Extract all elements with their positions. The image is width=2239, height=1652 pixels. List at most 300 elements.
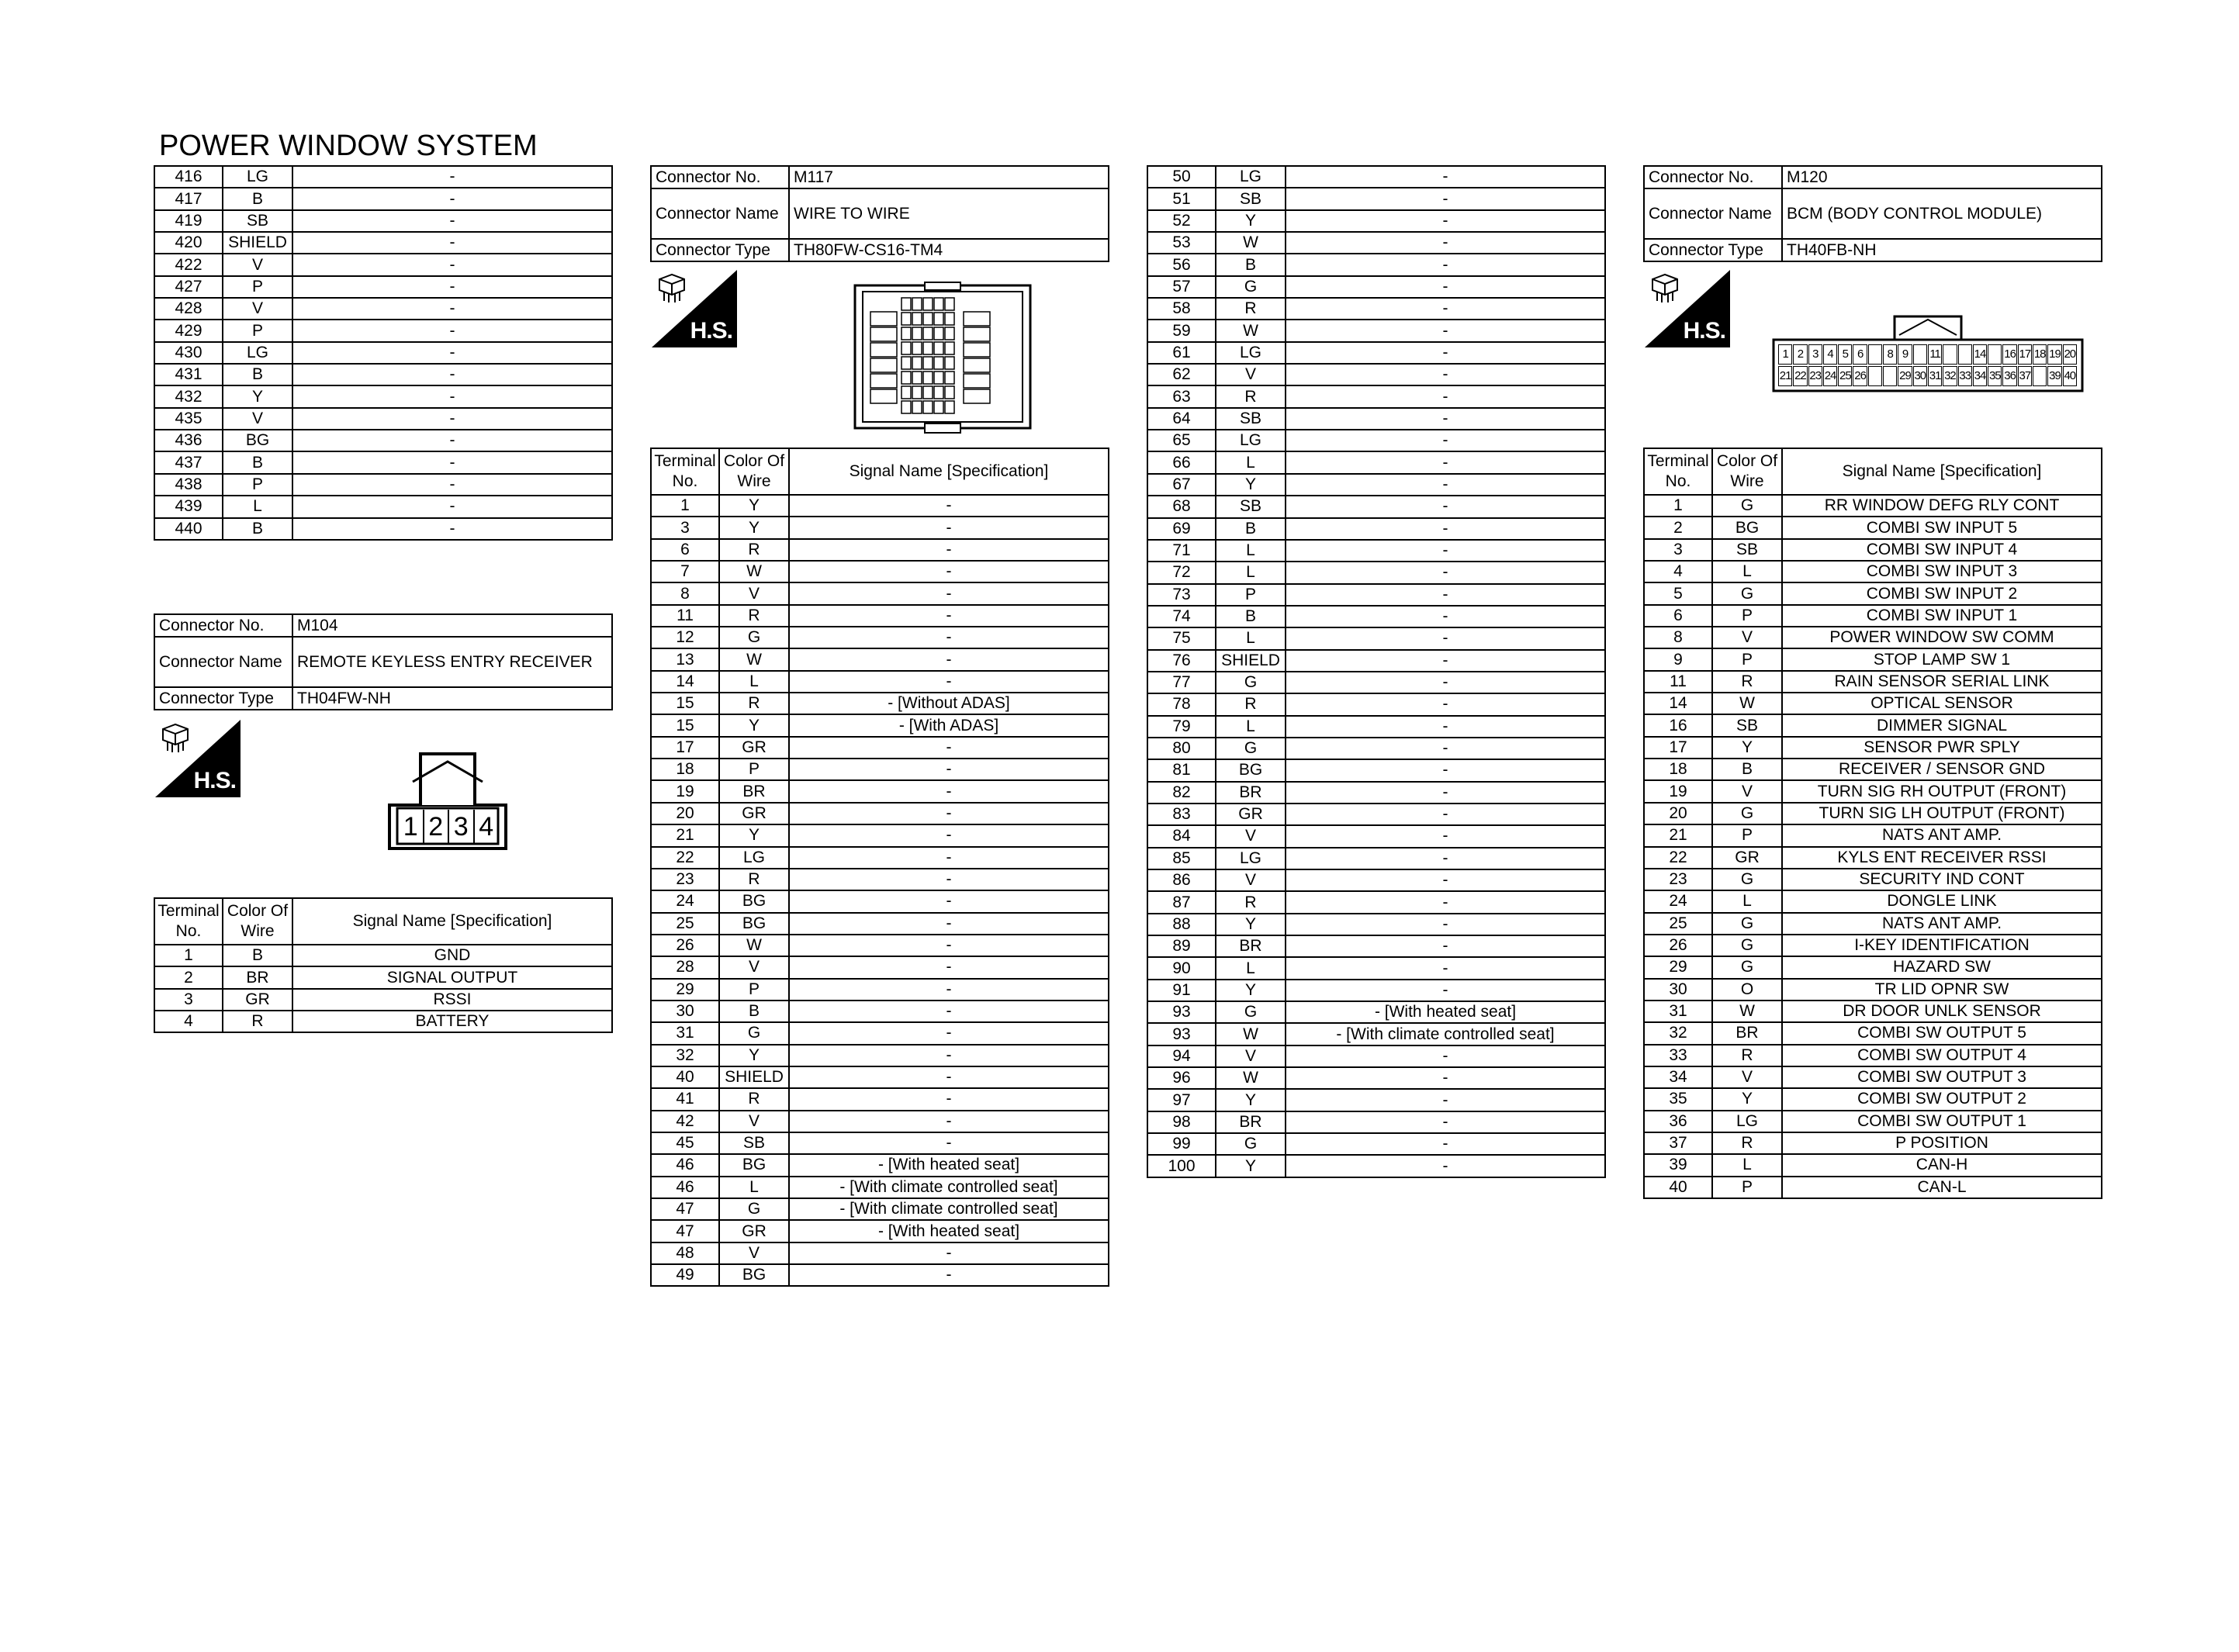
table-row: [1644, 935, 2102, 956]
m117-cavity: [901, 327, 911, 340]
signal-name-cell: -: [1286, 342, 1605, 364]
table-row: [1147, 650, 1605, 672]
m117-terminal-table: [650, 448, 1109, 1287]
table-row: [651, 1177, 1109, 1198]
table-row: [651, 1066, 1109, 1088]
signal-name-cell: -: [1286, 1111, 1605, 1133]
m120-pin: 36: [2002, 366, 2016, 386]
signal-name-cell: -: [789, 847, 1109, 869]
terminal-no-cell: 20: [651, 803, 719, 824]
m120-pin: [1943, 344, 1957, 365]
m120-pin: 14: [1973, 344, 1987, 365]
signal-name-cell: DONGLE LINK: [1782, 890, 2102, 912]
signal-name-cell: -: [789, 1066, 1109, 1088]
table-row: [651, 1045, 1109, 1066]
harness-connector-icon: [656, 273, 694, 304]
m120-pin: [1958, 344, 1972, 365]
table-row: [651, 582, 1109, 604]
m117-cavity: [945, 298, 954, 310]
wire-color-cell: R: [719, 605, 789, 627]
signal-name-cell: -: [1286, 1067, 1605, 1089]
terminal-no-cell: 61: [1147, 342, 1216, 364]
signal-name-header: Signal Name [Specification]: [789, 448, 1109, 495]
wire-color-cell: SHIELD: [223, 232, 292, 254]
signal-name-cell: -: [1286, 848, 1605, 869]
table-row: [1147, 474, 1605, 496]
signal-name-cell: -: [789, 913, 1109, 935]
table-row: [1644, 890, 2102, 912]
terminal-no-cell: 47: [651, 1220, 719, 1242]
signal-name-cell: -: [789, 869, 1109, 890]
page-title: POWER WINDOW SYSTEM: [159, 130, 538, 162]
wire-color-cell: Y: [719, 1045, 789, 1066]
m117-connector-name-label: Connector Name: [651, 188, 789, 239]
m117-cavity: [964, 374, 990, 388]
signal-name-cell: -: [1286, 650, 1605, 672]
signal-name-cell: -: [292, 188, 612, 209]
m104-terminal-rows: [154, 945, 612, 1032]
signal-name-cell: -: [292, 364, 612, 385]
wire-color-cell: L: [1216, 540, 1286, 562]
terminal-no-cell: 80: [1147, 738, 1216, 759]
m120-pin: 18: [2033, 344, 2047, 365]
signal-name-header: Signal Name [Specification]: [292, 898, 612, 945]
table-row: [1147, 782, 1605, 804]
terminal-no-cell: 56: [1147, 254, 1216, 275]
terminal-no-cell: 40: [651, 1066, 719, 1088]
terminal-no-cell: 25: [651, 913, 719, 935]
m117-cavity: [923, 313, 933, 325]
wire-color-cell: Y: [719, 495, 789, 517]
signal-name-cell: TURN SIG RH OUTPUT (FRONT): [1782, 780, 2102, 802]
m117-cavity: [901, 372, 911, 384]
table-row: [1644, 582, 2102, 604]
terminal-no-cell: 21: [651, 824, 719, 846]
m104-connector-name-label: Connector Name: [154, 637, 292, 687]
signal-name-cell: COMBI SW OUTPUT 1: [1782, 1111, 2102, 1132]
wire-color-cell: SB: [1712, 714, 1782, 736]
wire-color-cell: G: [719, 627, 789, 648]
wire-color-cell: GR: [223, 989, 292, 1011]
wire-color-cell: G: [719, 1022, 789, 1044]
terminal-no-cell: 96: [1147, 1067, 1216, 1089]
signal-name-header: Signal Name [Specification]: [1782, 448, 2102, 495]
table-row: [1147, 848, 1605, 869]
m104-connector-type-value: TH04FW-NH: [292, 687, 612, 710]
wire-color-cell: BR: [1712, 1022, 1782, 1044]
terminal-no-cell: 100: [1147, 1155, 1216, 1177]
signal-name-cell: -: [789, 539, 1109, 561]
signal-name-cell: -: [1286, 562, 1605, 583]
terminal-no-cell: 32: [1644, 1022, 1712, 1044]
terminal-no-cell: 11: [651, 605, 719, 627]
terminal-no-cell: 69: [1147, 518, 1216, 540]
m104-connector-face: [388, 751, 507, 854]
wire-color-cell: P: [1712, 605, 1782, 627]
table-row: [1147, 298, 1605, 320]
signal-name-cell: -: [292, 210, 612, 232]
signal-name-cell: -: [789, 979, 1109, 1001]
m117-cavity: [912, 298, 922, 310]
m117-cavity: [945, 342, 954, 354]
table-row: [1644, 1132, 2102, 1154]
signal-name-cell: -: [789, 582, 1109, 604]
m117-cavity: [870, 374, 897, 388]
terminal-no-cell: 5: [1644, 582, 1712, 604]
m120-pin: 5: [1838, 344, 1852, 365]
wire-color-cell: G: [1216, 672, 1286, 693]
m117-cavity: [870, 343, 897, 357]
wire-color-cell: B: [1216, 254, 1286, 275]
wire-color-cell: BG: [719, 1154, 789, 1176]
signal-name-cell: -: [1286, 1089, 1605, 1111]
terminal-no-cell: 29: [1644, 956, 1712, 978]
wire-color-cell: V: [1216, 1045, 1286, 1067]
wire-color-cell: BR: [1216, 1111, 1286, 1133]
wire-color-cell: Y: [1712, 737, 1782, 759]
m120-pin: 34: [1973, 366, 1987, 386]
signal-name-cell: -: [1286, 474, 1605, 496]
table-row: [1147, 1023, 1605, 1045]
m117-cavity: [945, 386, 954, 399]
terminal-no-cell: 81: [1147, 759, 1216, 781]
terminal-no-cell: 14: [651, 671, 719, 693]
terminal-no-cell: 51: [1147, 188, 1216, 209]
wire-color-cell: Y: [1216, 980, 1286, 1001]
signal-name-cell: -: [1286, 540, 1605, 562]
terminal-no-cell: 90: [1147, 957, 1216, 979]
wire-color-cell: BR: [1216, 935, 1286, 957]
signal-name-cell: -: [1286, 914, 1605, 935]
signal-name-cell: COMBI SW INPUT 5: [1782, 517, 2102, 538]
table-row: [154, 474, 612, 496]
signal-name-cell: -: [1286, 606, 1605, 627]
terminal-no-cell: 72: [1147, 562, 1216, 583]
terminal-no-cell: 67: [1147, 474, 1216, 496]
signal-name-cell: COMBI SW INPUT 3: [1782, 561, 2102, 582]
terminal-no-cell: 24: [1644, 890, 1712, 912]
terminal-no-cell: 2: [1644, 517, 1712, 538]
m120-pin-row-bottom: [1778, 366, 2078, 386]
table-row: [651, 495, 1109, 517]
terminal-no-cell: 23: [1644, 869, 1712, 890]
wire-color-cell: B: [223, 518, 292, 540]
wire-color-cell: B: [719, 1001, 789, 1022]
table-row: [1147, 320, 1605, 341]
wire-color-cell: G: [1712, 495, 1782, 517]
table-row: [651, 759, 1109, 780]
terminal-no-cell: 16: [1644, 714, 1712, 736]
table-row: [1644, 979, 2102, 1001]
table-row: [1644, 1001, 2102, 1022]
signal-name-cell: -: [789, 780, 1109, 802]
m117-cavity: [945, 372, 954, 384]
signal-name-cell: - [With climate controlled seat]: [789, 1198, 1109, 1220]
wire-color-cell: P: [223, 474, 292, 496]
m117-cavity: [923, 342, 933, 354]
signal-name-cell: -: [1286, 891, 1605, 913]
terminal-no-cell: 440: [154, 518, 223, 540]
signal-name-cell: -: [292, 342, 612, 364]
wire-color-cell: L: [1712, 561, 1782, 582]
terminal-no-cell: 420: [154, 232, 223, 254]
m120-pin: 4: [1823, 344, 1837, 365]
terminal-no-cell: 48: [651, 1242, 719, 1264]
m120-info-table: [1643, 165, 2102, 262]
table-row: [154, 518, 612, 540]
terminal-no-cell: 93: [1147, 1001, 1216, 1023]
terminal-no-cell: 37: [1644, 1132, 1712, 1154]
terminal-no-cell: 431: [154, 364, 223, 385]
signal-name-cell: -: [1286, 1155, 1605, 1177]
table-row: [154, 166, 612, 188]
wire-color-cell: L: [1216, 957, 1286, 979]
terminal-no-cell: 15: [651, 714, 719, 736]
wire-color-cell: V: [223, 254, 292, 275]
terminal-no-cell: 23: [651, 869, 719, 890]
terminal-no-header: Terminal No.: [1644, 448, 1712, 495]
wire-color-cell: R: [1712, 671, 1782, 693]
m120-pin: 3: [1808, 344, 1822, 365]
terminal-no-cell: 28: [651, 956, 719, 978]
m117-connector-no-value: M117: [789, 166, 1109, 188]
continued-terminal-block: [154, 165, 613, 541]
wire-color-cell: L: [223, 496, 292, 517]
table-row: [1147, 540, 1605, 562]
terminal-no-cell: 93: [1147, 1023, 1216, 1045]
wire-color-cell: B: [1712, 759, 1782, 780]
m120-connector-name-label: Connector Name: [1644, 188, 1782, 239]
wire-color-cell: P: [223, 320, 292, 341]
signal-name-cell: TURN SIG LH OUTPUT (FRONT): [1782, 803, 2102, 824]
terminal-no-cell: 97: [1147, 1089, 1216, 1111]
m120-pin: [1868, 366, 1882, 386]
m120-pin: [1988, 344, 2002, 365]
wire-color-cell: L: [1712, 890, 1782, 912]
signal-name-cell: -: [789, 1132, 1109, 1154]
terminal-no-cell: 64: [1147, 408, 1216, 430]
wire-color-cell: V: [223, 408, 292, 430]
m120-pin: [1868, 344, 1882, 365]
terminal-no-cell: 46: [651, 1154, 719, 1176]
wire-color-cell: L: [1216, 716, 1286, 738]
terminal-no-cell: 78: [1147, 693, 1216, 715]
table-row: [154, 408, 612, 430]
wire-color-cell: W: [1216, 232, 1286, 254]
terminal-no-cell: 13: [651, 648, 719, 670]
m120-pin: 6: [1853, 344, 1867, 365]
table-row: [1644, 627, 2102, 648]
m120-pin: 8: [1883, 344, 1897, 365]
m120-pin: 11: [1928, 344, 1942, 365]
terminal-no-cell: 42: [651, 1111, 719, 1132]
wire-color-cell: BR: [223, 966, 292, 988]
signal-name-cell: - [With climate controlled seat]: [789, 1177, 1109, 1198]
continued-terminal-rows: [154, 166, 612, 540]
table-row: [1644, 1045, 2102, 1066]
m120-info-block: [1643, 165, 2102, 262]
signal-name-cell: -: [292, 385, 612, 407]
m117-cavity: [964, 389, 990, 403]
signal-name-cell: OPTICAL SENSOR: [1782, 693, 2102, 714]
terminal-no-cell: 59: [1147, 320, 1216, 341]
table-row: [1644, 737, 2102, 759]
signal-name-cell: -: [1286, 430, 1605, 451]
wire-color-cell: R: [1712, 1132, 1782, 1154]
signal-name-cell: -: [292, 474, 612, 496]
table-row: [1644, 648, 2102, 670]
terminal-no-cell: 46: [651, 1177, 719, 1198]
terminal-no-cell: 9: [1644, 648, 1712, 670]
signal-name-cell: - [With heated seat]: [1286, 1001, 1605, 1023]
color-of-wire-header: Color Of Wire: [1712, 448, 1782, 495]
wire-color-cell: L: [1712, 1154, 1782, 1176]
wire-color-cell: R: [719, 539, 789, 561]
terminal-no-cell: 62: [1147, 364, 1216, 385]
table-row: [651, 737, 1109, 759]
wire-color-cell: Y: [223, 385, 292, 407]
wire-color-cell: P: [1712, 824, 1782, 846]
m117-cavity: [934, 327, 943, 340]
wire-color-cell: G: [1712, 803, 1782, 824]
table-row: [1644, 1111, 2102, 1132]
terminal-no-cell: 429: [154, 320, 223, 341]
terminal-no-cell: 3: [651, 517, 719, 538]
m117-cavity: [912, 313, 922, 325]
signal-name-cell: -: [789, 1242, 1109, 1264]
m120-connector-face: [1772, 310, 2084, 398]
terminal-no-cell: 41: [651, 1088, 719, 1110]
wire-color-cell: BG: [223, 430, 292, 451]
table-row: [1644, 539, 2102, 561]
table-row: [1147, 1001, 1605, 1023]
wire-color-cell: LG: [223, 166, 292, 188]
terminal-no-cell: 98: [1147, 1111, 1216, 1133]
table-row: [154, 496, 612, 517]
wire-color-cell: GR: [719, 1220, 789, 1242]
table-row: [154, 451, 612, 473]
terminal-no-header: Terminal No.: [651, 448, 719, 495]
table-row: [1644, 1066, 2102, 1088]
table-row: [651, 1132, 1109, 1154]
wire-color-cell: B: [223, 364, 292, 385]
m117-continued-block: [1147, 165, 1606, 1178]
m117-connector-diagram: [853, 281, 1032, 434]
terminal-no-cell: 31: [1644, 1001, 1712, 1022]
harness-connector-icon: [1649, 273, 1687, 304]
signal-name-cell: RSSI: [292, 989, 612, 1011]
signal-name-cell: -: [789, 648, 1109, 670]
wire-color-cell: R: [1216, 385, 1286, 407]
wire-color-cell: V: [1712, 780, 1782, 802]
terminal-no-cell: 22: [1644, 847, 1712, 869]
wire-color-cell: R: [719, 869, 789, 890]
table-row: [154, 232, 612, 254]
terminal-no-cell: 40: [1644, 1177, 1712, 1198]
m117-cavity: [934, 298, 943, 310]
m104-pin: 3: [449, 810, 475, 844]
wire-color-cell: LG: [1216, 342, 1286, 364]
table-row: [1644, 780, 2102, 802]
table-row: [154, 1011, 612, 1032]
table-row: [1644, 1177, 2102, 1198]
table-row: [1644, 803, 2102, 824]
table-row: [1147, 518, 1605, 540]
terminal-no-cell: 35: [1644, 1088, 1712, 1110]
wire-color-cell: LG: [719, 847, 789, 869]
table-row: [1644, 671, 2102, 693]
signal-name-cell: -: [1286, 496, 1605, 517]
signal-name-cell: -: [1286, 232, 1605, 254]
m120-pin: 17: [2018, 344, 2032, 365]
table-row: [1644, 714, 2102, 736]
table-row: [1147, 1089, 1605, 1111]
terminal-no-cell: 439: [154, 496, 223, 517]
terminal-no-cell: 66: [1147, 451, 1216, 473]
m117-cavity: [912, 357, 922, 369]
wire-color-cell: R: [719, 1088, 789, 1110]
table-row: [1644, 824, 2102, 846]
m117-cavity: [923, 327, 933, 340]
wire-color-cell: Y: [719, 714, 789, 736]
terminal-no-cell: 75: [1147, 627, 1216, 649]
m120-pin: 21: [1778, 366, 1792, 386]
terminal-no-cell: 18: [1644, 759, 1712, 780]
signal-name-cell: NATS ANT AMP.: [1782, 913, 2102, 935]
signal-name-cell: CAN-H: [1782, 1154, 2102, 1176]
signal-name-cell: BATTERY: [292, 1011, 612, 1032]
table-row: [651, 671, 1109, 693]
m117-cavity: [901, 357, 911, 369]
m117-info-block: [650, 165, 1109, 262]
table-row: [154, 210, 612, 232]
m120-pin: [2033, 366, 2047, 386]
table-row: [1644, 1154, 2102, 1176]
signal-name-cell: -: [1286, 408, 1605, 430]
wire-color-cell: Y: [1216, 474, 1286, 496]
signal-name-cell: -: [1286, 804, 1605, 825]
wire-color-cell: LG: [1216, 848, 1286, 869]
wire-color-cell: W: [719, 561, 789, 582]
wire-color-cell: W: [1712, 693, 1782, 714]
wire-color-cell: SHIELD: [1216, 650, 1286, 672]
wire-color-cell: V: [719, 1111, 789, 1132]
table-row: [1644, 693, 2102, 714]
signal-name-cell: -: [789, 1088, 1109, 1110]
wire-color-cell: LG: [1216, 166, 1286, 188]
terminal-no-cell: 30: [651, 1001, 719, 1022]
signal-name-cell: -: [1286, 738, 1605, 759]
m117-cavity: [964, 358, 990, 372]
signal-name-cell: STOP LAMP SW 1: [1782, 648, 2102, 670]
signal-name-cell: - [With ADAS]: [789, 714, 1109, 736]
m120-pin: 20: [2063, 344, 2077, 365]
table-row: [1147, 914, 1605, 935]
signal-name-cell: CAN-L: [1782, 1177, 2102, 1198]
table-row: [651, 714, 1109, 736]
terminal-no-cell: 416: [154, 166, 223, 188]
table-row: [1147, 254, 1605, 275]
terminal-no-cell: 86: [1147, 869, 1216, 891]
table-row: [651, 1088, 1109, 1110]
m104-pin-row: [399, 810, 498, 844]
m117-continued-rows: [1147, 166, 1605, 1177]
terminal-no-cell: 99: [1147, 1133, 1216, 1155]
signal-name-cell: -: [1286, 935, 1605, 957]
table-row: [1147, 1111, 1605, 1133]
wire-color-cell: SB: [1216, 188, 1286, 209]
signal-name-cell: COMBI SW INPUT 4: [1782, 539, 2102, 561]
